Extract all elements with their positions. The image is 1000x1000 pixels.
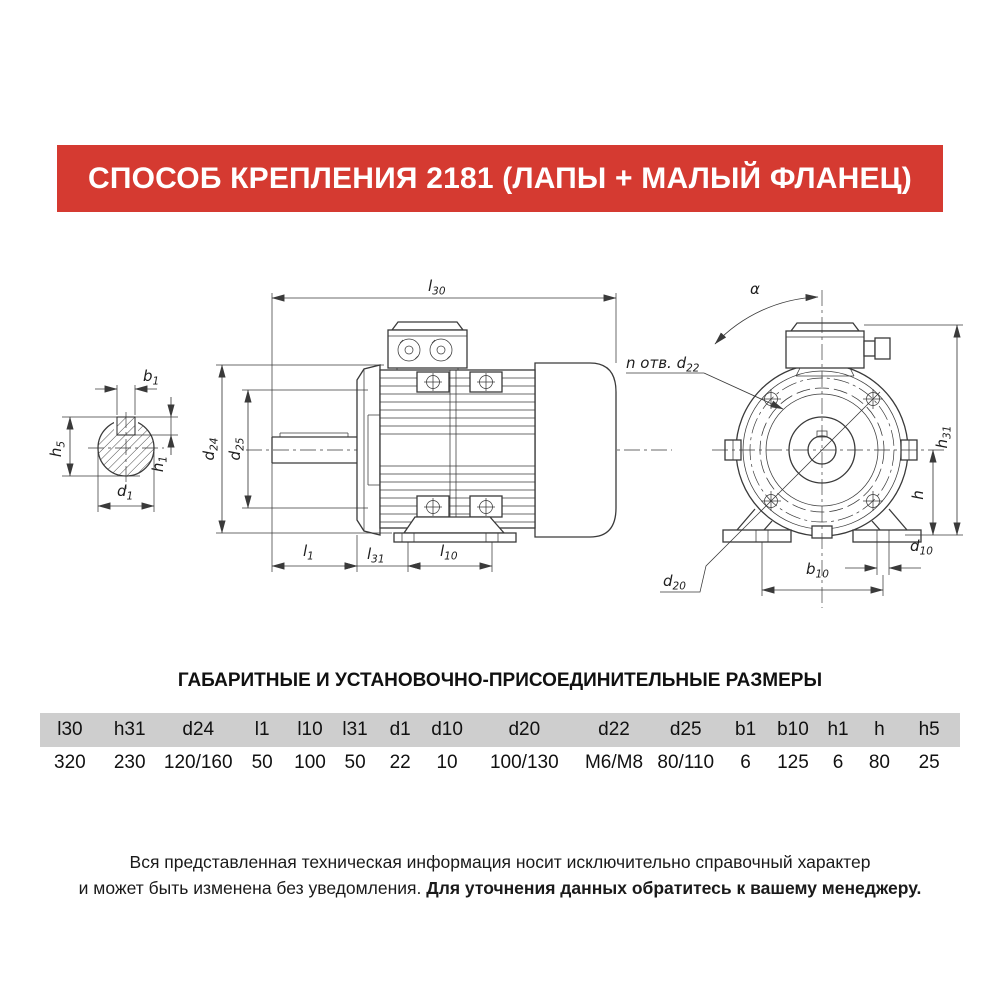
col-header: d10 [423,713,472,747]
dim-value: 230 [100,747,160,779]
dim-value: 50 [333,747,378,779]
table-header-row [40,713,960,747]
dim-label-l30: $l_{30}$ [428,277,446,298]
dim-label-d24: $d_{24}$ [200,437,221,461]
dim-label-h1: $h_1$ [149,455,170,473]
shaft-section-view [47,367,178,512]
dim-label-d1: $d_1$ [117,482,134,503]
disclaimer-line1: Вся представленная техническая информация носит исключительно справочный характер [129,852,871,872]
disclaimer-line2: и может быть изменена без уведомления. Для уточнения данных обратитесь к вашему менеджеру. [78,878,922,898]
col-header: l10 [287,713,332,747]
dim-value: 10 [423,747,472,779]
dim-value: 6 [721,747,771,779]
dim-label-alpha: α [750,280,760,298]
col-header: d22 [577,713,651,747]
disclaimer [0,849,1000,901]
dimensions-table [40,713,960,779]
title-banner [57,145,943,212]
motor-side-view [200,277,672,572]
dim-label-h5: $h_5$ [47,440,68,458]
dim-label-l1: $l_1$ [303,542,314,563]
dim-label-b10: $b_{10}$ [806,560,829,581]
dim-value: М6/М8 [577,747,651,779]
col-header: b1 [721,713,771,747]
terminal-box-front [786,323,890,376]
table-title: ГАБАРИТНЫЕ И УСТАНОВОЧНО-ПРИСОЕДИНИТЕЛЬНЫЕ РАЗМЕРЫ [177,670,823,691]
col-header: h5 [898,713,960,747]
dim-value: 100/130 [471,747,577,779]
dim-value: 22 [378,747,423,779]
terminal-box-side [388,322,467,370]
col-header: d24 [160,713,237,747]
col-header: l30 [40,713,100,747]
dim-label-d25: $d_{25}$ [226,437,247,461]
col-header: d25 [651,713,721,747]
dim-label-h: h [909,490,927,500]
col-header: d20 [471,713,577,747]
dim-value: 100 [287,747,332,779]
col-header: b10 [770,713,815,747]
page-title: СПОСОБ КРЕПЛЕНИЯ 2181 (ЛАПЫ + МАЛЫЙ ФЛАНЕЦ) [88,161,912,195]
col-header: l1 [237,713,288,747]
technical-drawing [0,255,1000,645]
dim-value: 80/110 [651,747,721,779]
dim-label-l31: $l_{31}$ [367,545,385,566]
col-header: d1 [378,713,423,747]
col-header: h31 [100,713,160,747]
dim-value: 25 [898,747,960,779]
dim-label-d20: $d_{20}$ [663,572,686,593]
dim-label-b1: $b_1$ [143,367,160,388]
dim-label-d10: $d_{10}$ [910,537,933,558]
col-header: l31 [333,713,378,747]
label-n-holes-d22: n отв. $d_{22}$ [626,354,700,375]
dim-value: 80 [861,747,899,779]
dim-label-h31: $h_{31}$ [933,425,954,449]
col-header: h [861,713,899,747]
dim-value: 6 [815,747,860,779]
dim-label-l10: $l_{10}$ [440,542,458,563]
motor-front-view [626,280,963,608]
dim-value: 320 [40,747,100,779]
col-header: h1 [815,713,860,747]
dim-value: 120/160 [160,747,237,779]
table-value-row [40,747,960,779]
dim-value: 125 [770,747,815,779]
dim-value: 50 [237,747,288,779]
